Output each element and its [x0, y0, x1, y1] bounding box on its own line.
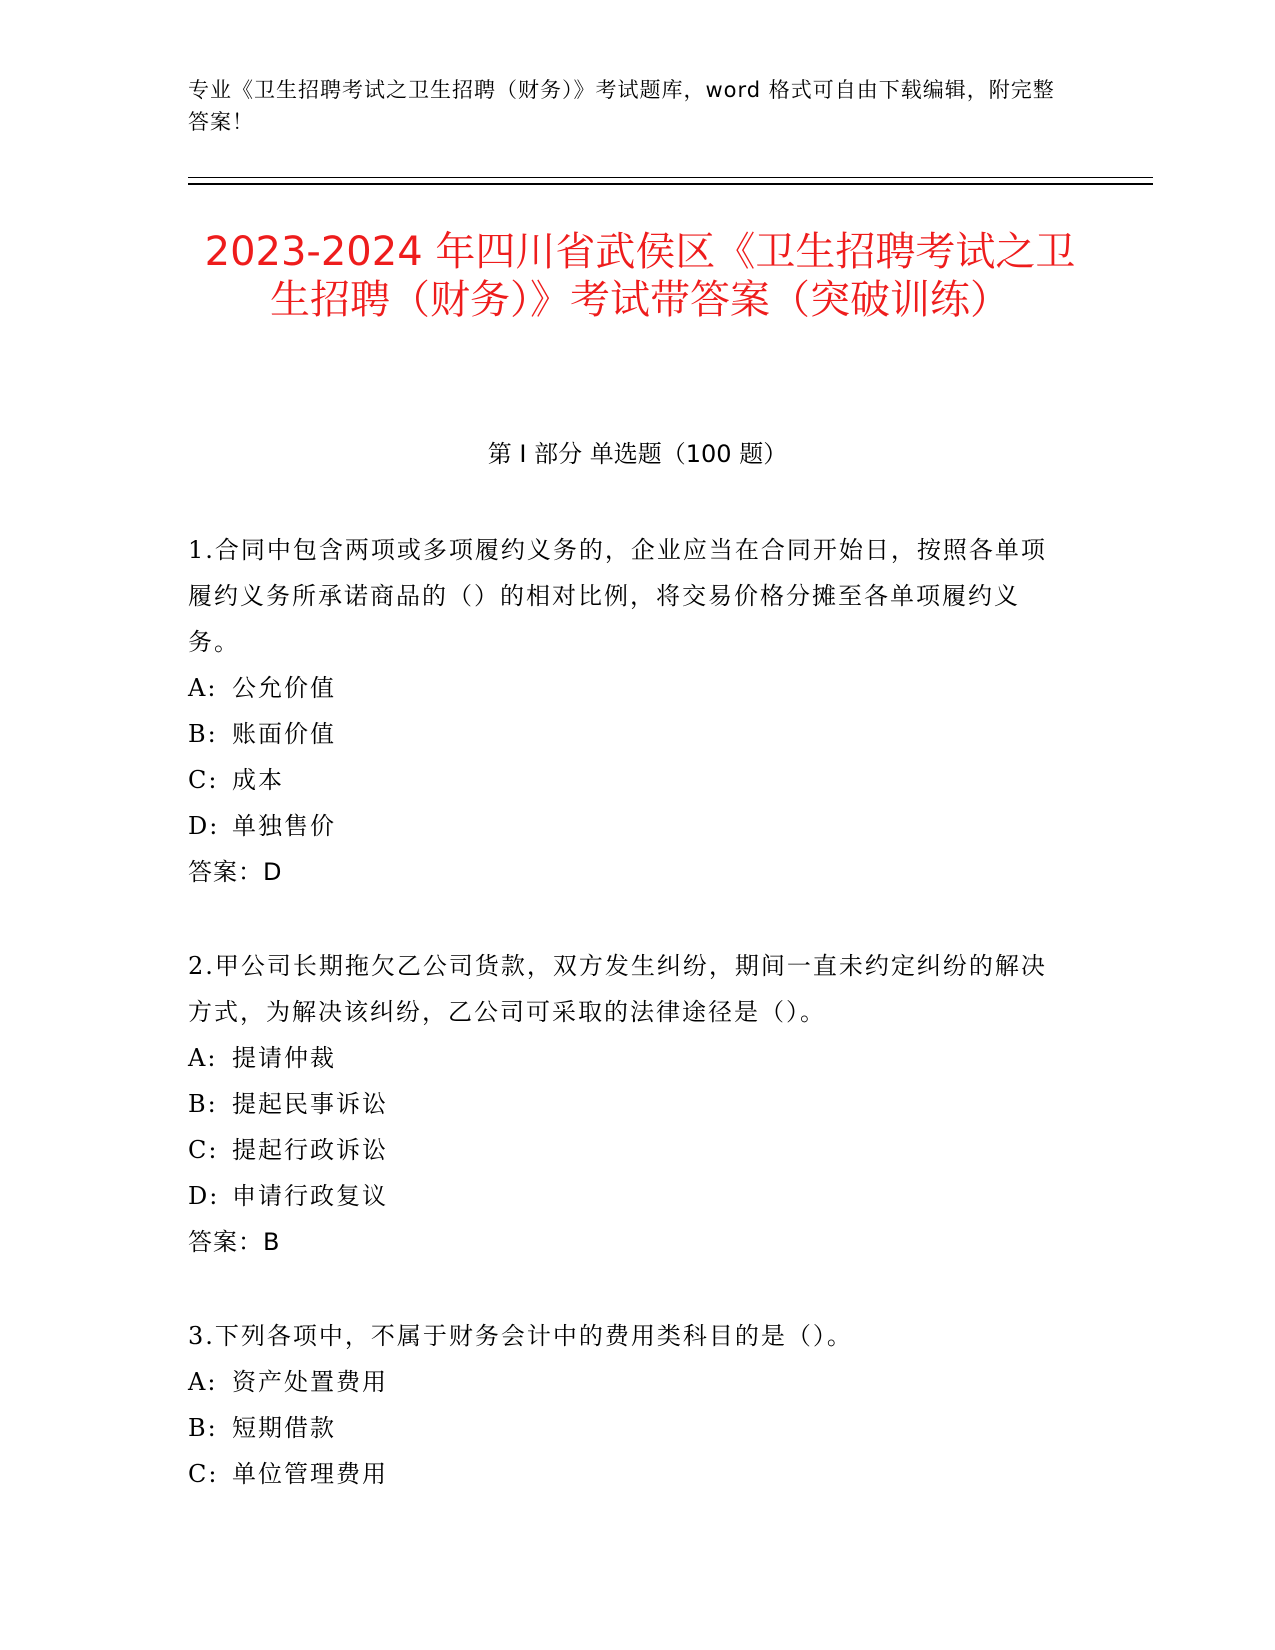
question-stem: 2.甲公司长期拖欠乙公司货款，双方发生纠纷，期间一直未约定纠纷的解决方式，为解决该纠纷，乙公司可采取的法律途径是（）。 — [188, 952, 1047, 1026]
option-a — [188, 1359, 1068, 1405]
option-text: 提请仲裁 — [232, 1044, 336, 1072]
option-text: 短期借款 — [232, 1414, 336, 1442]
option-a — [188, 1035, 1068, 1081]
option-text: 提起民事诉讼 — [232, 1090, 388, 1118]
header-divider-thick — [188, 183, 1153, 185]
option-b — [188, 1081, 1068, 1127]
option-text: 申请行政复议 — [232, 1182, 388, 1210]
option-text: 资产处置费用 — [232, 1368, 388, 1396]
option-letter: B: — [188, 720, 218, 748]
option-b — [188, 1405, 1068, 1451]
header-divider-thin — [188, 177, 1153, 178]
option-d — [188, 803, 1068, 849]
option-letter: A: — [188, 1044, 218, 1072]
option-b — [188, 711, 1068, 757]
option-text: 账面价值 — [232, 720, 336, 748]
option-letter: D: — [188, 812, 220, 840]
option-text: 成本 — [232, 766, 284, 794]
option-d — [188, 1173, 1068, 1219]
option-letter: C: — [188, 1460, 219, 1488]
question-1 — [188, 527, 1068, 895]
option-c — [188, 1127, 1068, 1173]
option-letter: B: — [188, 1090, 218, 1118]
question-2 — [188, 943, 1068, 1265]
header-note: 专业《卫生招聘考试之卫生招聘（财务）》考试题库，word 格式可自由下载编辑，附完整答案！ — [188, 78, 1055, 134]
section-heading: 第 I 部分 单选题（100 题） — [487, 440, 788, 468]
option-text: 公允价值 — [232, 674, 336, 702]
option-letter: A: — [188, 674, 218, 702]
question-stem: 1.合同中包含两项或多项履约义务的，企业应当在合同开始日，按照各单项履约义务所承诺商品的（）的相对比例，将交易价格分摊至各单项履约义务。 — [188, 536, 1047, 656]
option-letter: B: — [188, 1414, 218, 1442]
option-letter: C: — [188, 766, 219, 794]
answer-line: 答案：D — [188, 858, 283, 886]
answer-line: 答案：B — [188, 1228, 281, 1256]
option-text: 提起行政诉讼 — [232, 1136, 388, 1164]
option-c — [188, 757, 1068, 803]
option-letter: A: — [188, 1368, 218, 1396]
question-stem: 3.下列各项中，不属于财务会计中的费用类科目的是（）。 — [188, 1322, 853, 1350]
option-a — [188, 665, 1068, 711]
question-list — [188, 527, 1068, 1545]
question-3 — [188, 1313, 1068, 1497]
option-letter: D: — [188, 1182, 220, 1210]
option-text: 单独售价 — [232, 812, 336, 840]
option-letter: C: — [188, 1136, 219, 1164]
document-title: 2023-2024 年四川省武侯区《卫生招聘考试之卫生招聘（财务）》考试带答案（突破训练） — [204, 229, 1076, 323]
option-text: 单位管理费用 — [232, 1460, 388, 1488]
option-c — [188, 1451, 1068, 1497]
